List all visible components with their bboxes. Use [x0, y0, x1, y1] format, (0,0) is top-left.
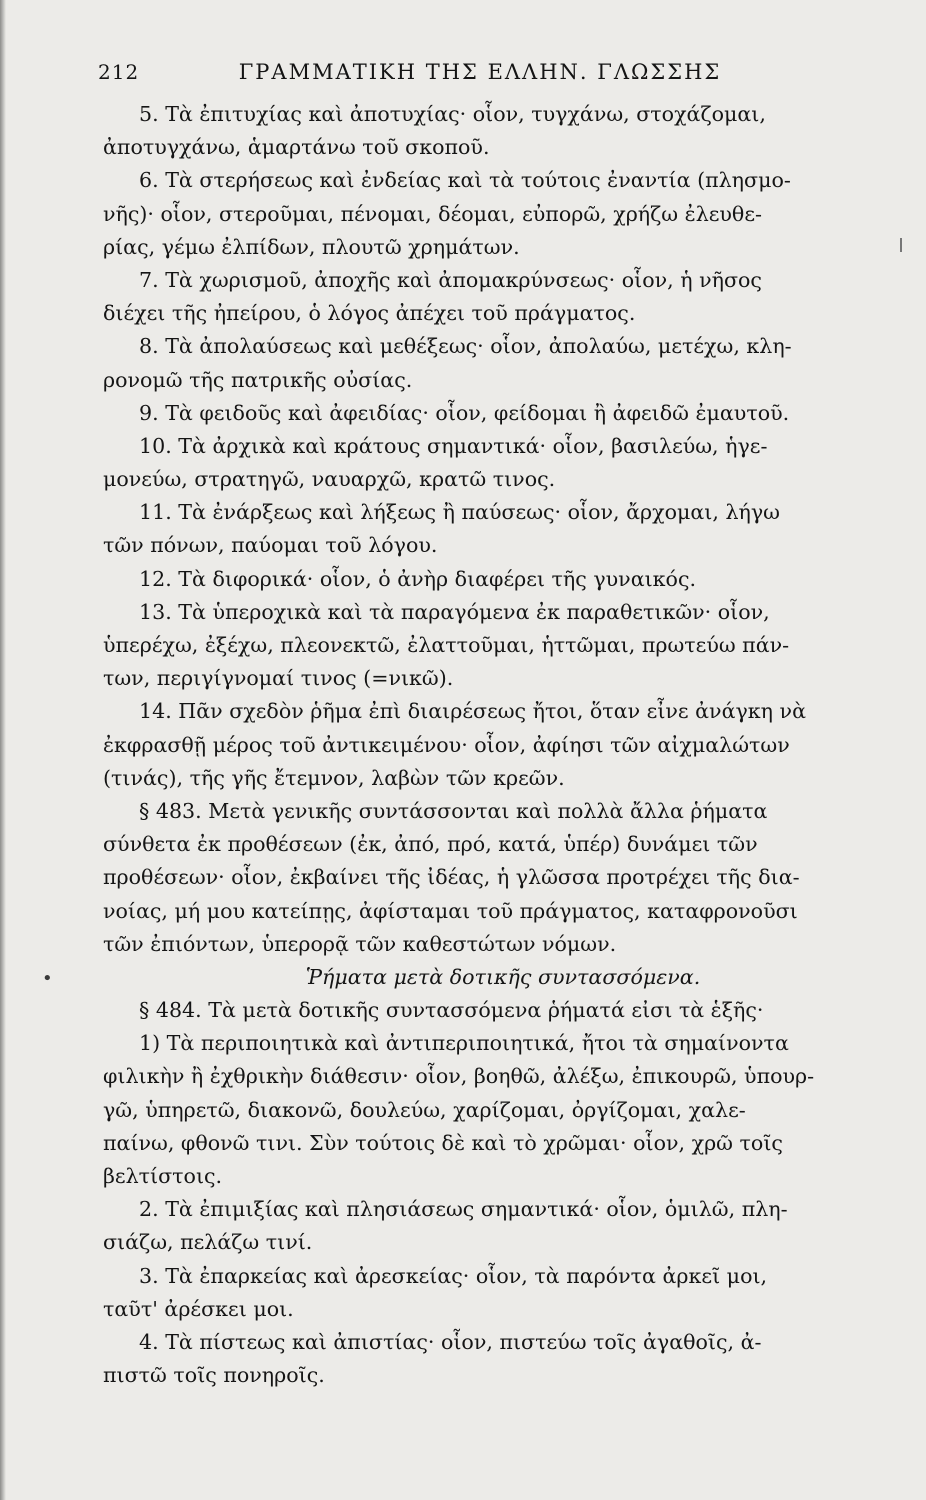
- text-line: 6. Τὰ στερήσεως καὶ ἐνδείας καὶ τὰ τούτοις ἐναντία (πλησμο-: [139, 168, 791, 193]
- text-line: τῶν πόνων, παύομαι τοῦ λόγου.: [103, 533, 438, 558]
- text-line: 3. Τὰ ἐπαρκείας καὶ ἀρεσκείας· οἷον, τὰ παρόντα ἀρκεῖ μοι,: [139, 1263, 768, 1288]
- text-line: 9. Τὰ φειδοῦς καὶ ἀφειδίας· οἷον, φείδομαι ἢ ἀφειδῶ ἐμαυτοῦ.: [139, 400, 790, 425]
- text-line: ἀποτυγχάνω, ἁμαρτάνω τοῦ σκοποῦ.: [103, 135, 490, 160]
- text-line: των, περιγίγνομαί τινος (=νικῶ).: [103, 666, 454, 691]
- page-edge-shadow: [0, 0, 6, 1500]
- text-line: πιστῶ τοῖς πονηροῖς.: [103, 1363, 325, 1388]
- section-heading-line: § 483. Μετὰ γενικῆς συντάσσονται καὶ πολλὰ ἄλλα ῥήματα: [139, 798, 768, 823]
- text-line: 11. Τὰ ἐνάρξεως καὶ λήξεως ἢ παύσεως· οἷον, ἄρχομαι, λήγω: [139, 500, 780, 525]
- text-line: 1) Τὰ περιποιητικὰ καὶ ἀντιπεριποιητικά, ἤτοι τὰ σημαίνοντα: [139, 1031, 789, 1056]
- text-line: 7. Τὰ χωρισμοῦ, ἀποχῆς καὶ ἀπομακρύνσεως· οἷον, ἡ νῆσος: [139, 267, 762, 292]
- text-line: γῶ, ὑπηρετῶ, διακονῶ, δουλεύω, χαρίζομαι, ὀργίζομαι, χαλε-: [103, 1097, 746, 1122]
- text-line: 12. Τὰ διφορικά· οἷον, ὁ ἀνὴρ διαφέρει τῆς γυναικός.: [139, 566, 697, 591]
- text-line: 10. Τὰ ἀρχικὰ καὶ κράτους σημαντικά· οἷον, βασιλεύω, ἡγε-: [139, 433, 768, 458]
- subheading: Ῥήματα μετὰ δοτικῆς συντασσόμενα.: [305, 964, 701, 989]
- text-line: διέχει τῆς ἠπείρου, ὁ λόγος ἀπέχει τοῦ πράγματος.: [103, 301, 636, 326]
- body-text: [103, 98, 863, 1392]
- text-line: 14. Πᾶν σχεδὸν ῥῆμα ἐπὶ διαιρέσεως ἤτοι, ὅταν εἶνε ἀνάγκη νὰ: [139, 699, 806, 724]
- text-line: μονεύω, στρατηγῶ, ναυαρχῶ, κρατῶ τινος.: [103, 467, 556, 492]
- page-number: 212: [98, 60, 140, 84]
- text-line: νοίας, μή μου κατείπῃς, ἀφίσταμαι τοῦ πράγματος, καταφρονοῦσι: [103, 898, 798, 923]
- margin-dot: •: [42, 968, 53, 989]
- text-line: (τινάς), τῆς γῆς ἔτεμνον, λαβὼν τῶν κρεῶν.: [103, 765, 565, 790]
- text-line: νῆς)· οἷον, στεροῦμαι, πένομαι, δέομαι, εὐπορῶ, χρήζω ἐλευθε-: [103, 201, 762, 226]
- text-line: ρονομῶ τῆς πατρικῆς οὐσίας.: [103, 367, 413, 392]
- text-line: σύνθετα ἐκ προθέσεων (ἐκ, ἀπό, πρό, κατά, ὑπέρ) δυνάμει τῶν: [103, 832, 758, 857]
- text-line: βελτίστοις.: [103, 1164, 223, 1188]
- text-line: 5. Τὰ ἐπιτυχίας καὶ ἀποτυχίας· οἷον, τυγχάνω, στοχάζομαι,: [139, 102, 766, 126]
- text-line: 4. Τὰ πίστεως καὶ ἀπιστίας· οἷον, πιστεύω τοῖς ἀγαθοῖς, ἀ-: [139, 1329, 762, 1354]
- text-line: ὑπερέχω, ἐξέχω, πλεονεκτῶ, ἐλαττοῦμαι, ἡττῶμαι, πρωτεύω πάν-: [103, 633, 790, 657]
- text-line: σιάζω, πελάζω τινί.: [103, 1230, 313, 1255]
- text-line: φιλικὴν ἢ ἐχθρικὴν διάθεσιν· οἷον, βοηθῶ, ἀλέξω, ἐπικουρῶ, ὑπουρ-: [103, 1064, 815, 1089]
- text-line: τῶν ἐπιόντων, ὑπερορᾷ τῶν καθεστώτων νόμων.: [103, 931, 617, 956]
- text-line: παίνω, φθονῶ τινι. Σὺν τούτοις δὲ καὶ τὸ χρῶμαι· οἷον, χρῶ τοῖς: [103, 1130, 783, 1155]
- text-line: ταῦτ' ἀρέσκει μοι.: [103, 1296, 294, 1321]
- text-line: ἐκφρασθῇ μέρος τοῦ ἀντικειμένου· οἷον, ἀφίησι τῶν αἰχμαλώτων: [103, 732, 790, 757]
- text-line: 2. Τὰ ἐπιμιξίας καὶ πλησιάσεως σημαντικά· οἷον, ὁμιλῶ, πλη-: [139, 1197, 788, 1222]
- page-header: [98, 58, 862, 90]
- text-line: ρίας, γέμω ἐλπίδων, πλουτῶ χρημάτων.: [103, 234, 520, 259]
- text-line: 13. Τὰ ὑπεροχικὰ καὶ τὰ παραγόμενα ἐκ παραθετικῶν· οἷον,: [139, 599, 770, 624]
- text-line: 8. Τὰ ἀπολαύσεως καὶ μεθέξεως· οἷον, ἀπολαύω, μετέχω, κλη-: [139, 334, 792, 359]
- text-line: προθέσεων· οἷον, ἐκβαίνει τῆς ἰδέας, ἡ γλῶσσα προτρέχει τῆς δια-: [103, 865, 800, 890]
- running-head: ΓΡΑΜΜΑΤΙΚΗ ΤΗΣ ΕΛΛΗΝ. ΓΛΩΣΣΗΣ: [238, 60, 722, 84]
- margin-tick: [900, 238, 902, 252]
- section-heading-line: § 484. Τὰ μετὰ δοτικῆς συντασσόμενα ῥήματά εἰσι τὰ ἑξῆς·: [139, 998, 764, 1023]
